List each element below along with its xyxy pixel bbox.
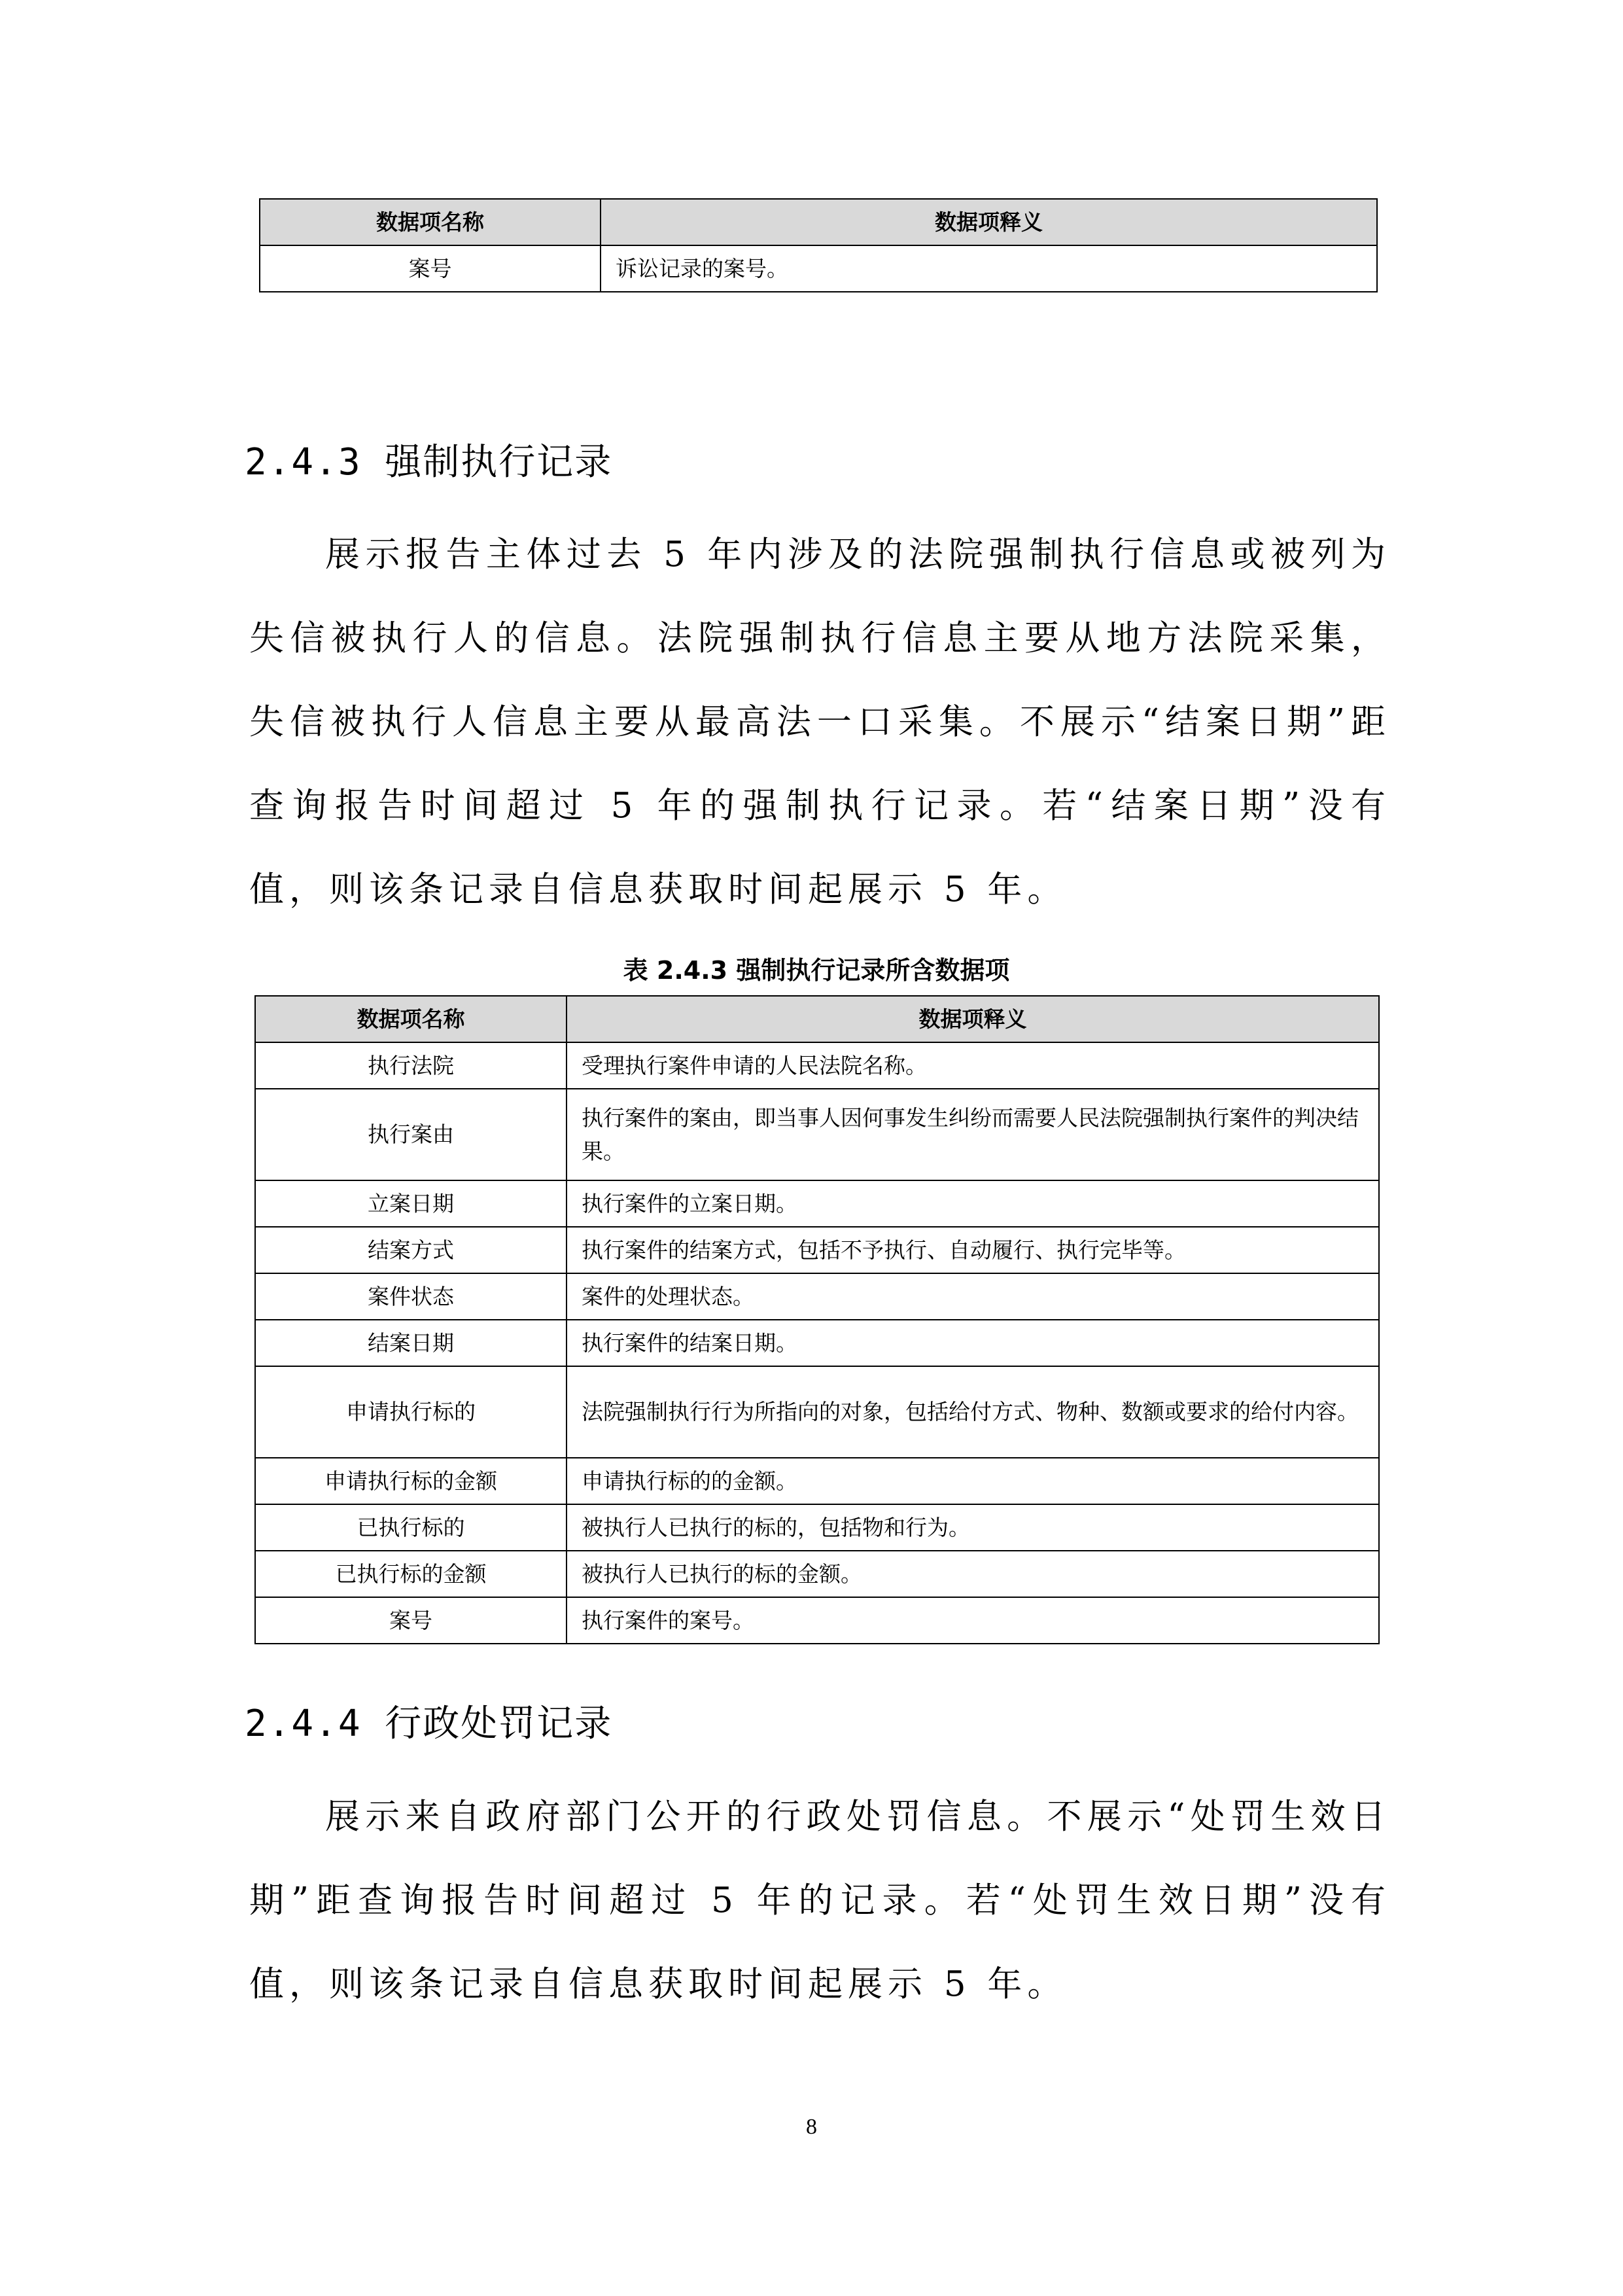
table-header-row	[255, 996, 1379, 1042]
table-row	[255, 1551, 1379, 1597]
item-name: 案件状态	[255, 1273, 567, 1320]
item-desc: 执行案件的案由，即当事人因何事发生纠纷而需要人民法院强制执行案件的判决结果。	[567, 1089, 1379, 1180]
table-row	[255, 1366, 1379, 1458]
page-number: 8	[806, 2115, 817, 2139]
item-name: 已执行标的金额	[255, 1551, 567, 1597]
table-header-row	[260, 199, 1377, 245]
item-name: 结案方式	[255, 1227, 567, 1273]
item-desc: 被执行人已执行的标的，包括物和行为。	[567, 1504, 1379, 1551]
table-row	[255, 1227, 1379, 1273]
item-name: 已执行标的	[255, 1504, 567, 1551]
item-desc: 案件的处理状态。	[567, 1273, 1379, 1320]
item-name: 执行案由	[255, 1089, 567, 1180]
table-row	[255, 1273, 1379, 1320]
item-name: 申请执行标的	[255, 1366, 567, 1458]
item-name: 案号	[255, 1597, 567, 1644]
column-header-desc: 数据项释义	[601, 199, 1377, 245]
table-row	[255, 1458, 1379, 1504]
column-header-name: 数据项名称	[260, 199, 601, 245]
table-row	[255, 1504, 1379, 1551]
item-desc: 申请执行标的的金额。	[567, 1458, 1379, 1504]
table-row	[255, 1042, 1379, 1089]
table-caption: 表 2.4.3 强制执行记录所含数据项	[623, 956, 1010, 985]
item-desc: 执行案件的结案方式，包括不予执行、自动履行、执行完毕等。	[567, 1227, 1379, 1273]
column-header-desc: 数据项释义	[567, 996, 1379, 1042]
item-desc: 被执行人已执行的标的金额。	[567, 1551, 1379, 1597]
item-name: 立案日期	[255, 1180, 567, 1227]
item-desc: 执行案件的案号。	[567, 1597, 1379, 1644]
section-2-4-3-paragraph: 展示报告主体过去 5 年内涉及的法院强制执行信息或被列为失信被执行人的信息。法院强制执行信息主要从地方法院采集，失信被执行人信息主要从最高法一口采集。不展示“结案日期”距查询报告时间超过 5 年的强制执行记录。若“结案日期”没有值，则该条记录自信息获取时间起展示 5 年。	[249, 535, 1391, 910]
item-name: 申请执行标的金额	[255, 1458, 567, 1504]
section-heading-2-4-4: 2.4.4 行政处罚记录	[245, 1703, 613, 1745]
table-row	[255, 1089, 1379, 1180]
section-heading-2-4-3: 2.4.3 强制执行记录	[245, 441, 613, 484]
item-desc: 执行案件的立案日期。	[567, 1180, 1379, 1227]
column-header-name: 数据项名称	[255, 996, 567, 1042]
item-name: 执行法院	[255, 1042, 567, 1089]
top-table	[259, 198, 1378, 292]
table-row	[255, 1180, 1379, 1227]
table-row	[260, 245, 1377, 292]
item-name: 结案日期	[255, 1320, 567, 1366]
item-desc: 法院强制执行行为所指向的对象，包括给付方式、物种、数额或要求的给付内容。	[567, 1366, 1379, 1458]
table-row	[255, 1597, 1379, 1644]
item-name: 案号	[260, 245, 601, 292]
item-desc: 诉讼记录的案号。	[601, 245, 1377, 292]
section-2-4-4-paragraph: 展示来自政府部门公开的行政处罚信息。不展示“处罚生效日期”距查询报告时间超过 5 年的记录。若“处罚生效日期”没有值，则该条记录自信息获取时间起展示 5 年。	[249, 1797, 1391, 2004]
enforcement-table	[254, 995, 1380, 1644]
item-desc: 受理执行案件申请的人民法院名称。	[567, 1042, 1379, 1089]
item-desc: 执行案件的结案日期。	[567, 1320, 1379, 1366]
table-row	[255, 1320, 1379, 1366]
